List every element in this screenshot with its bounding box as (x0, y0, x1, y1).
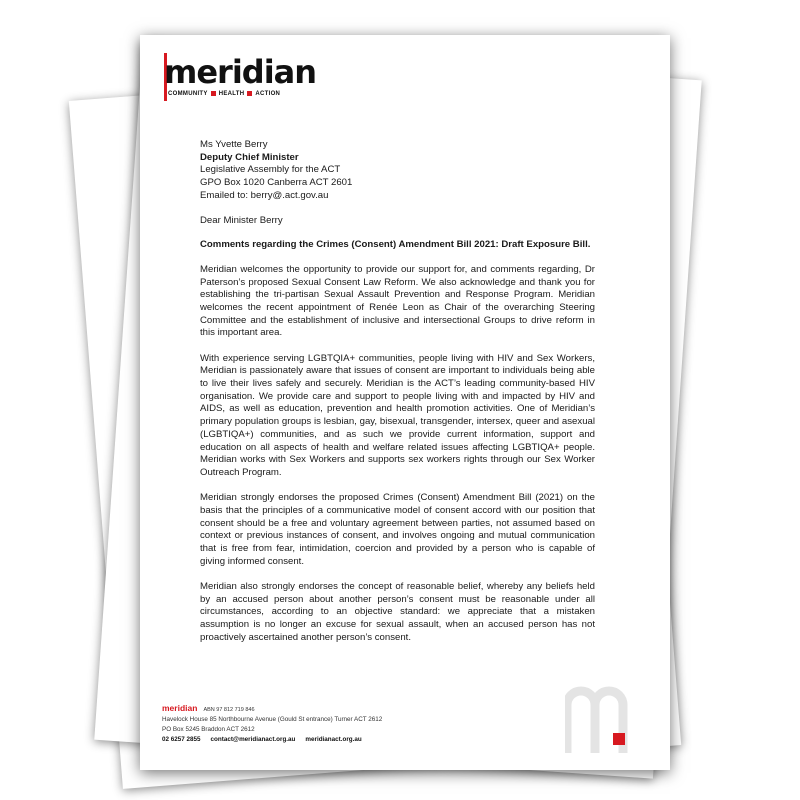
tagline-community: COMMUNITY (168, 91, 208, 98)
paragraph-2: With experience serving LGBTQIA+ communities, people living with HIV and Sex Workers, Meridian is passionately aware that issues of consent are important to individuals being able to live their lives safely and securely. Meridian is the ACT’s leading community-based HIV organisation. We provide care and support to people living with and impacted by HIV and AIDS, as well as education, prevention and health promotion activities. One of Meridian’s primary population groups is lesbian, gay, bisexual, transgender, intersex, queer and asexual (LGBTIQA+) communities, and as such we provide current information, support and education on all aspects of health and welfare related issues affecting LGBTIQA+ people. Meridian works with Sex Workers and supports sex workers rights through our Sex Worker Outreach Program. (200, 352, 595, 478)
footer-street-address: Havelock House 85 Northbourne Avenue (Gould St entrance) Turner ACT 2612 (162, 716, 383, 723)
recipient-title: Deputy Chief Minister (200, 151, 299, 163)
recipient-address (200, 139, 595, 203)
logo-tagline (164, 91, 316, 97)
letter-footer (162, 703, 382, 745)
recipient-name: Ms Yvette Berry (200, 139, 268, 150)
tagline-separator (247, 91, 252, 96)
recipient-postal: GPO Box 1020 Canberra ACT 2601 (200, 177, 353, 189)
footer-abn: ABN 97 812 719 846 (203, 707, 255, 713)
footer-brand: meridian (162, 703, 198, 713)
meridian-watermark-icon (565, 675, 645, 755)
tagline-health: HEALTH (218, 91, 245, 98)
salutation: Dear Minister Berry (200, 214, 283, 226)
meridian-logo (164, 55, 316, 97)
paragraph-4: Meridian also strongly endorses the concept of reasonable belief, whereby any beliefs held by an accused person about another person’s consent must be reasonable under all circumstances, according to an objective standard: we appreciate that a mistaken assumption is no longer an excuse for sexual assault, when an accused person has not proactively ascertained another person’s consent. (200, 580, 595, 643)
footer-po-box: PO Box 5245 Braddon ACT 2612 (162, 726, 255, 733)
tagline-action: ACTION (255, 91, 281, 98)
footer-website: meridianact.org.au (305, 736, 362, 743)
paragraph-3: Meridian strongly endorses the proposed Crimes (Consent) Amendment Bill (2021) on the basis that the principles of a communicative model of consent accord with our position that consent should be a free and voluntary agreement between parties, not assumed based on context or previous instances of consent, and involves ongoing and mutual communication that is free from fear, intimidation, coercion and provided by a person who is capable of giving informed consent. (200, 492, 595, 567)
footer-phone: 02 6257 2855 (162, 736, 201, 743)
recipient-email: Emailed to: berry@.act.gov.au (200, 189, 329, 201)
tagline-separator (211, 91, 216, 96)
letter-body (200, 139, 595, 657)
letter-page (140, 35, 670, 770)
subject-line: Comments regarding the Crimes (Consent) Amendment Bill 2021: Draft Exposure Bill. (200, 239, 591, 251)
paragraph-1: Meridian welcomes the opportunity to provide our support for, and comments regarding, Dr Paterson’s proposed Sexual Consent Law Reform. We also acknowledge and thank you for establishing the tri-partisan Sexual Assault Prevention and Response Program. Meridian welcomes the recent appointment of Renée Leon as Chair of the overarching Steering Committee and the establishment of inclusive and intersectional Groups to drive reform in this important area. (200, 263, 595, 339)
logo-wordmark: meridian (164, 53, 317, 91)
footer-email: contact@meridianact.org.au (210, 736, 296, 743)
footer-contacts (162, 735, 382, 745)
recipient-org: Legislative Assembly for the ACT (200, 164, 341, 176)
